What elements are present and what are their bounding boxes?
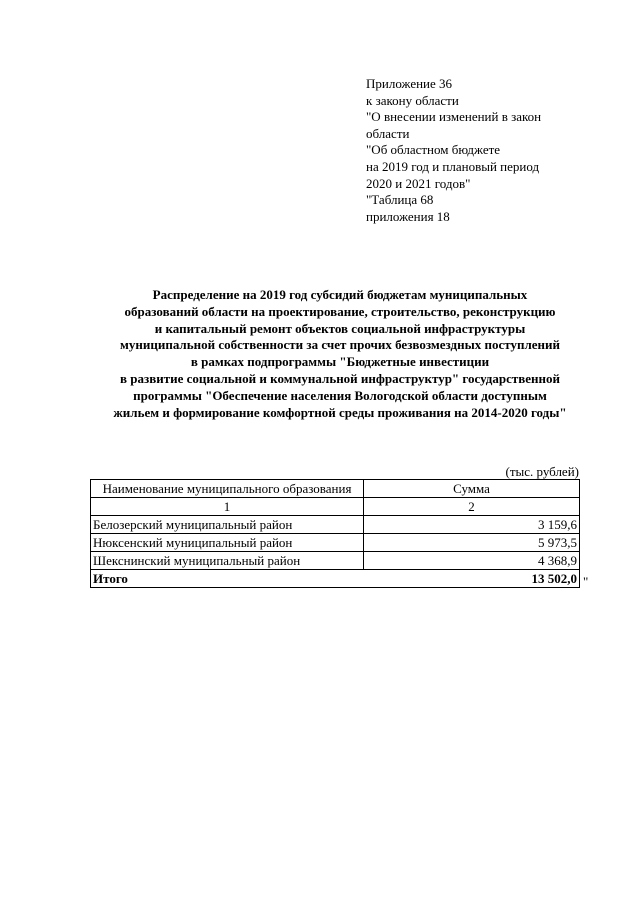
title-line: в развитие социальной и коммунальной инфраструктур" государственной [120,370,560,386]
appendix-reference [366,76,586,225]
title-line: в рамках подпрограммы "Бюджетные инвестиции [190,354,490,370]
title-line: муниципальной собственности за счет прочих безвозмездных поступлений [120,337,560,353]
total-row [91,570,580,588]
appendix-line: Приложение 36 [366,76,453,91]
column-number-cell: 2 [364,498,580,516]
appendix-line: на 2019 год и плановый период [366,158,540,174]
appendix-line: 2020 и 2021 годов" [366,175,471,191]
table-header-row [91,480,580,498]
header-name-cell: Наименование муниципального образования [91,480,364,498]
title-line: и капитальный ремонт объектов социальной инфраструктуры [154,320,526,336]
table-row [91,534,580,552]
appendix-line: "Об областном бюджете [366,142,501,158]
column-number-row [91,498,580,516]
column-number-cell: 1 [91,498,364,516]
row-name-cell: Нюксенский муниципальный район [91,534,364,552]
total-label-cell: Итого [91,570,364,588]
table-row [91,516,580,534]
row-amount-cell: 5 973,5 [364,534,580,552]
row-amount-cell: 3 159,6 [364,516,580,534]
appendix-line: области [366,125,410,141]
closing-quote: " [583,574,589,589]
appendix-line: к закону области [366,92,459,108]
table-row [91,552,580,570]
title-line: Распределение на 2019 год субсидий бюджетам муниципальных [152,287,528,302]
row-name-cell: Белозерский муниципальный район [91,516,364,534]
appendix-line: "О внесении изменений в закон [366,109,542,125]
units-label: (тыс. рублей) [505,464,579,479]
document-title [90,287,590,421]
header-amount-cell: Сумма [364,480,580,498]
row-amount-cell: 4 368,9 [364,552,580,570]
row-name-cell: Шекснинский муниципальный район [91,552,364,570]
total-amount-cell: 13 502,0 [364,570,580,588]
appendix-line: приложения 18 [366,208,450,224]
title-line: образований области на проектирование, строительство, реконструкцию [124,303,556,319]
title-line: жильем и формирование комфортной среды проживания на 2014-2020 годы" [113,404,567,420]
subsidy-table [90,479,580,588]
appendix-line: "Таблица 68 [366,192,434,208]
title-line: программы "Обеспечение населения Вологодской области доступным [133,387,547,403]
